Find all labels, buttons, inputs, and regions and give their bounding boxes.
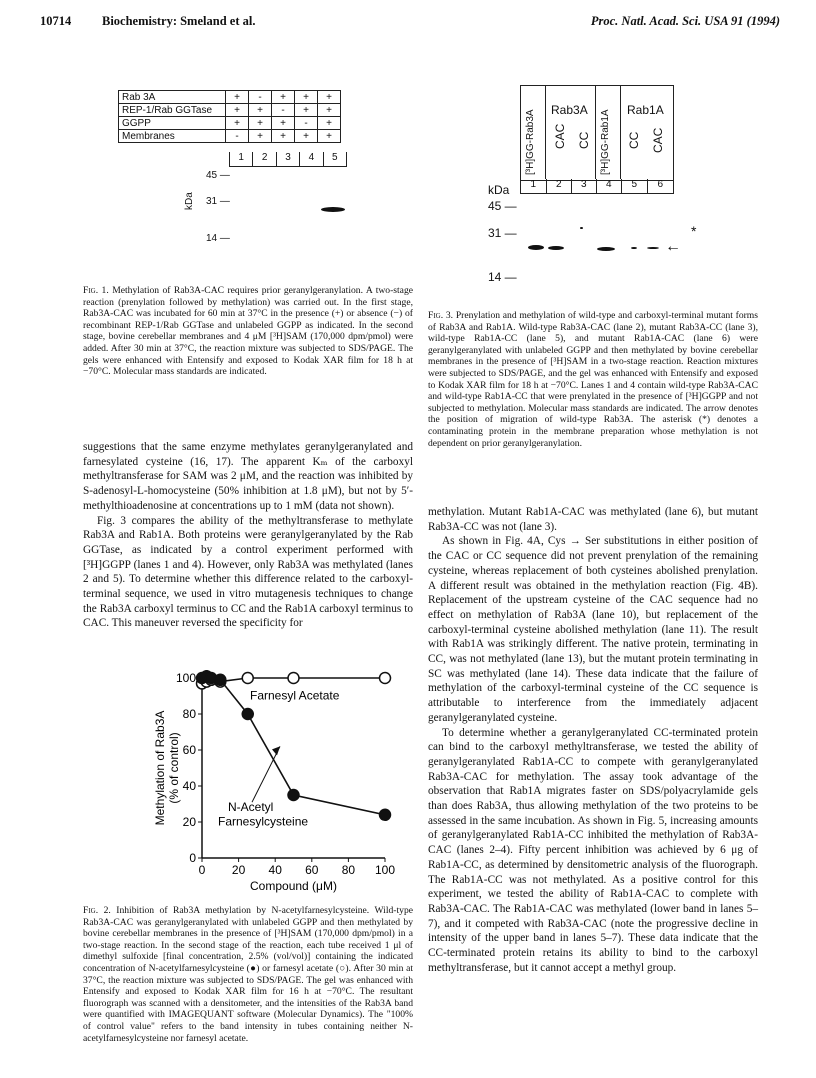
y-tick-label: 60 — [182, 743, 196, 757]
fig3-band-lane1 — [528, 245, 544, 250]
fig1-cell: + — [226, 91, 249, 104]
fig3-caption-label: Fig. 3. — [428, 310, 454, 321]
annotation-n-acetyl: N-Acetyl — [228, 800, 274, 815]
fig1-cell: + — [249, 117, 272, 130]
fig1-table-row — [119, 104, 341, 117]
fig3-col-label: CAC — [651, 127, 665, 153]
fig1-cell: - — [295, 117, 318, 130]
right-paragraph-3: To determine whether a geranylgeranylated CC-terminated protein can bind to the carboxyl methyltransferase, we tested the ability of geranylgeranylated Rab1A-CC to compete with geranylgeranylated Rab3A-CAC for methylation. The assay took advantage of the observation that Rab1A migrates faster on SDS/polyacrylamide gels than does Rab3A, thus allowing methylation of the two proteins to be assessed in the same incubation. As shown in Fig. 5, increasing amounts of geranylgeranylated Rab1A-CC inhibited the methylation of Rab3A-CAC (lanes 2–4). Fifty percent inhibition was achieved by 6 μg of Rab1A-CC, as determined by densitometric analysis of the fluorograph. The Rab1A-CC was not methylated. As a positive control for this experiment, we tested the ability of Rab1A-CAC to complete with Rab3A-CAC. The Rab1A-CAC was methylated (lower band in lanes 5–7), and it competed with Rab3A-CAC (note the progressive decline in intensity of the upper band in lanes 5–7). These data indicate that the CC-terminated protein retains its ability to bind to the carboxyl methyltransferase, but it cannot accept a methyl group. — [428, 726, 758, 974]
fig1-caption-text: Methylation of Rab3A-CAC requires prior geranylgeranylation. A two-stage reaction (prenylation followed by methylation) was carried out. In the first stage, Rab3A-CAC was incubated for 60 min at 37°C in the presence (+) or absence (−) of recombinant REP-1/Rab GGTase and unlabeled GGPP as indicated. In the second stage, bovine cerebellar membranes and 4 μM [³H]SAM (170,000 dpm/pmol) were added. After 30 min at 37°C, the reaction mixture was subjected to SDS/PAGE. The gels were enhanced with Entensify and exposed to Kodak XAR film for 18 h at −70°C. Molecular mass standards are indicated. — [83, 285, 414, 378]
fig1-cell: + — [295, 130, 318, 143]
fig3-band-lane2 — [548, 246, 564, 250]
fig2-caption — [83, 905, 413, 1044]
fig3-asterisk: * — [691, 223, 697, 239]
fig1-cell: - — [249, 91, 272, 104]
fig1-cell: + — [318, 130, 341, 143]
fig3-lane: 2 — [547, 179, 573, 193]
data-point-filled — [288, 790, 299, 801]
x-tick-label: 20 — [231, 863, 246, 877]
fig3-divider — [620, 85, 621, 179]
left-paragraph-1: suggestions that the same enzyme methylates geranylgeranylated and farnesylated cysteine (16, 17). The apparent Kₘ of the carboxyl methyltransferase for SAM was 2 μM, and the reaction was inhibited by S-adenosyl-L-homocysteine (50% inhibition at 1.8 μM), but not by 5′-methylthioadenosine at concentrations up to 1 mM (data not shown). — [83, 441, 413, 512]
x-tick-label: 40 — [268, 863, 282, 877]
fig1-cell: + — [318, 117, 341, 130]
fig1-cell: + — [249, 130, 272, 143]
annotation-farnesyl-acetate: Farnesyl Acetate — [250, 688, 340, 703]
data-point-open — [242, 673, 253, 684]
fig1-marker-14: 14 — — [206, 233, 230, 244]
fig3-arrow-icon: ← — [665, 238, 681, 255]
fig2-caption-label: Fig. 2. — [83, 905, 111, 916]
fig1-cell: - — [272, 104, 295, 117]
fig1-cell: + — [272, 91, 295, 104]
arrowhead-icon — [272, 746, 280, 755]
x-tick-label: 80 — [341, 863, 356, 877]
right-paragraph-1: methylation. Mutant Rab1A-CAC was methylated (lane 6), but mutant Rab3A-CC was not (lane 3). — [428, 506, 758, 533]
fig1-cell: + — [318, 104, 341, 117]
y-axis-title: Methylation of Rab3A(% of control) — [153, 710, 181, 826]
fig1-row-label: Rab 3A — [119, 91, 226, 104]
y-tick-label: 20 — [182, 815, 196, 829]
fig3-lane: 5 — [622, 179, 648, 193]
fig1-lane: 3 — [277, 152, 300, 166]
fig3-caption-text: Prenylation and methylation of wild-type and carboxyl-terminal mutant forms of Rab3A and Rab1A. Wild-type Rab3A-CAC (lane 2), mutant Rab3A-CC (lane 3), wild-type Rab1A-CC (lane 5), and mutant Rab1A-CAC (lane 6) were geranylgeranylated with unlabeled GGPP and then methylated by bovine cerebellar membranes in the presence of [³H]SAM in a two-stage reaction. Reaction mixtures were subjected to SDS/PAGE, and the gel was enhanced with Entensify and exposed to Kodak XAR film for 18 h at −70°C. Lanes 1 and 4 contain wild-type Rab3A-CAC and wild-type Rab1A-CC that were prenylated in the presence of [³H]GGPP and not subjected to methylation. Molecular mass standards are indicated. The arrow denotes the position of migration of wild-type Rab3A. The asterisk (*) denotes a contaminating protein in the membrane preparation whose methylation is not dependent on prior geranylgeranylation. — [428, 310, 759, 449]
right-paragraph-2: As shown in Fig. 4A, Cys → Ser substitutions in either position of the CAC or CC sequence did not prevent prenylation of the remaining cysteine, whereas replacement of both cysteines abolished prenylation. A different result was obtained in the methylation reaction (Fig. 4B). Replacement of the upstream cysteine of the CAC sequence had no effect on methylation of Rab3A (lane 10), but replacement of the carboxyl-terminal cysteine abolished methylation (lane 11). The result with Rab1A was strikingly different. The native protein, terminating in CC, was not methylated (lane 13), but the mutant protein terminating in SC was methylated (lane 14). These data indicate that the failure of methylation of the carboxyl-terminal cysteine of the CC sequence is attributable to interference from the immediately adjacent geranylgeranylated cysteine. — [428, 535, 758, 724]
fig3-group-rab1a: Rab1A — [627, 103, 664, 117]
fig1-cell: + — [295, 104, 318, 117]
data-point-filled — [380, 809, 391, 820]
fig1-marker-45: 45 — — [206, 170, 230, 181]
fig1-caption-label: Fig. 1. — [83, 285, 109, 296]
data-point-open — [380, 673, 391, 684]
data-point-filled — [215, 674, 226, 685]
fig1-cell: + — [226, 104, 249, 117]
fig3-group-rab3a: Rab3A — [551, 103, 588, 117]
x-axis-title: Compound (μM) — [250, 879, 337, 893]
fig1-cell: - — [226, 130, 249, 143]
fig3-col-label: [³H]GG-Rab1A — [600, 109, 611, 175]
fig1-kda-label: kDa — [184, 192, 195, 210]
annotation-pointer — [252, 746, 280, 802]
fig3-kda-label: kDa — [488, 183, 510, 197]
running-title: Biochemistry: Smeland et al. — [102, 14, 256, 28]
fig1-cell: + — [318, 91, 341, 104]
fig1-cell: + — [272, 117, 295, 130]
figure-2 — [140, 670, 410, 895]
fig1-lane-numbers — [229, 152, 347, 167]
y-tick-label: 0 — [189, 851, 196, 865]
fig1-cell: + — [249, 104, 272, 117]
fig3-marker-31: 31 — — [488, 226, 517, 240]
right-body-text — [428, 505, 758, 976]
fig2-caption-text: Inhibition of Rab3A methylation by N-acetylfarnesylcysteine. Wild-type Rab3A-CAC was geranylgeranylated with unlabeled GGPP and then methylated by bovine cerebellar membranes in the presence of [³H]SAM (170,000 dpm/pmol) in a two-stage reaction. In the second stage of the reaction, each tube received 1 μl of dimethyl sulfoxide [final concentration, 2.5% (vol/vol)] containing the indicated concentration of N-acetylfarnesylcysteine (●) or farnesyl acetate (○). After 30 min at 37°C, the reaction mixture was subjected to SDS/PAGE. The gel was enhanced with Entensify and exposed to Kodak XAR film for 16 h at −70°C. The resultant fluorograph was scanned with a densitometer, and the intensities of the Rab3A band were quantified with IMAGEQUANT software (Molecular Dynamics). The "100% of control value" refers to the band intensity in tubes containing neither N-acetylfarnesylcysteine nor farnesyl acetate. — [83, 905, 413, 1044]
fig3-divider — [595, 85, 596, 179]
figure-1 — [118, 90, 358, 265]
figure-3 — [485, 85, 715, 295]
fig1-row-label: Membranes — [119, 130, 226, 143]
fig3-lane: 1 — [521, 179, 547, 193]
fig1-lane: 5 — [332, 152, 338, 163]
fig1-table-row — [119, 117, 341, 130]
left-paragraph-2: Fig. 3 compares the ability of the methyltransferase to methylate Rab3A and Rab1A. Both proteins were geranylgeranylated by the Rab GGTase, as indicated by a control experiment performed with [³H]GGPP (lanes 1 and 4). However, only Rab3A was methylated (lanes 2 and 5). To determine whether this difference related to the carboxyl-terminal sequence, we used in vitro mutagenesis techniques to change the Rab3A carboxyl terminus to CC and the Rab1A carboxyl terminus to CAC. This maneuver reversed the specificity for — [83, 514, 413, 630]
fig3-band-lane3 — [580, 227, 583, 229]
fig3-marker-14: 14 — — [488, 270, 517, 284]
y-tick-label: 100 — [175, 671, 196, 685]
page-number: 10714 — [40, 14, 72, 28]
fig1-caption — [83, 285, 413, 378]
fig1-cell: + — [226, 117, 249, 130]
fig3-marker-45: 45 — — [488, 199, 517, 213]
fig1-band-lane5 — [321, 207, 345, 212]
fig3-band-lane6 — [647, 247, 659, 249]
fig1-cell: + — [272, 130, 295, 143]
left-body-text — [83, 440, 413, 631]
fig3-lane: 4 — [597, 179, 623, 193]
y-tick-label: 80 — [182, 707, 196, 721]
fig1-row-label: REP-1/Rab GGTase — [119, 104, 226, 117]
x-tick-label: 100 — [374, 863, 396, 877]
fig1-lane: 1 — [230, 152, 253, 166]
data-point-filled — [242, 709, 253, 720]
fig1-table-row — [119, 91, 341, 104]
fig2-chart — [140, 670, 410, 895]
x-tick-label: 60 — [305, 863, 319, 877]
fig3-lane: 6 — [657, 179, 664, 190]
fig3-band-lane4 — [597, 247, 615, 251]
annotation-farnesylcysteine: Farnesylcysteine — [218, 814, 309, 829]
fig1-lane: 2 — [253, 152, 276, 166]
fig3-col-label: CC — [627, 131, 641, 149]
data-point-open — [288, 673, 299, 684]
fig3-col-label: CC — [577, 131, 591, 149]
fig1-cell: + — [295, 91, 318, 104]
journal-citation: Proc. Natl. Acad. Sci. USA 91 (1994) — [590, 14, 780, 28]
fig1-table-row — [119, 130, 341, 143]
fig3-lane: 3 — [572, 179, 597, 193]
fig3-col-label: CAC — [553, 123, 567, 149]
fig3-col-label: [³H]GG-Rab3A — [525, 109, 536, 175]
fig1-marker-31: 31 — — [206, 196, 230, 207]
fig1-row-label: GGPP — [119, 117, 226, 130]
y-tick-label: 40 — [182, 779, 196, 793]
fig3-lane-numbers — [520, 179, 674, 194]
fig3-caption — [428, 310, 758, 449]
page-header — [40, 14, 780, 32]
fig3-divider — [545, 85, 546, 179]
fig3-band-lane5 — [631, 247, 637, 249]
fig1-condition-table — [118, 90, 341, 143]
fig1-lane: 4 — [300, 152, 323, 166]
x-tick-label: 0 — [198, 863, 206, 877]
